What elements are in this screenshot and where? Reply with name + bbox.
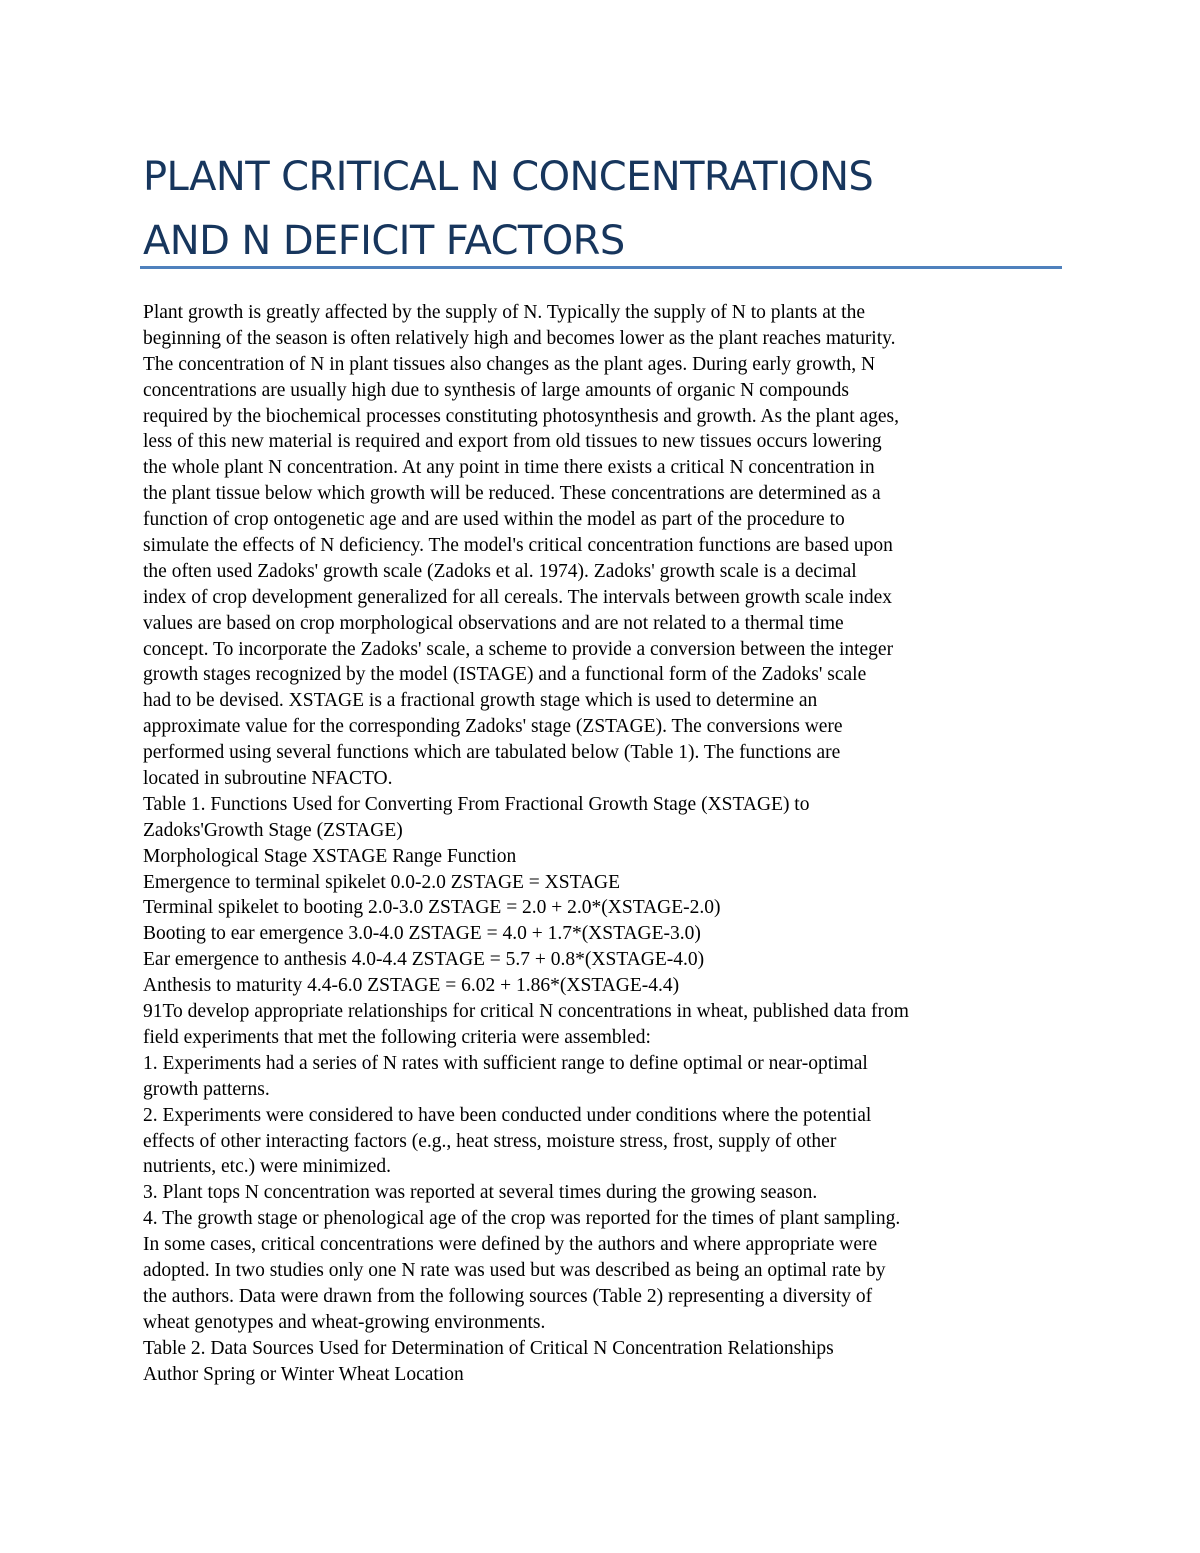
body-line: Table 2. Data Sources Used for Determination of Critical N Concentration Relationships	[143, 1337, 834, 1359]
body-line: Plant growth is greatly affected by the supply of N. Typically the supply of N to plants at the	[143, 302, 865, 323]
body-line: beginning of the season is often relatively high and becomes lower as the plant reaches maturity.	[143, 327, 896, 349]
body-line: the whole plant N concentration. At any point in time there exists a critical N concentration in	[143, 457, 875, 479]
body-line: field experiments that met the following criteria were assembled:	[143, 1026, 651, 1048]
body-line: function of crop ontogenetic age and are used within the model as part of the procedure to	[143, 509, 845, 531]
body-line: In some cases, critical concentrations were defined by the authors and where appropriate were	[143, 1234, 878, 1256]
body-line: Emergence to terminal spikelet 0.0-2.0 ZSTAGE = XSTAGE	[143, 871, 621, 893]
body-line: 3. Plant tops N concentration was reported at several times during the growing season.	[143, 1182, 818, 1204]
title-underline	[140, 266, 1062, 269]
body-line: growth patterns.	[143, 1078, 270, 1100]
body-line: adopted. In two studies only one N rate was used but was described as being an optimal rate by	[143, 1259, 886, 1281]
body-line: performed using several functions which are tabulated below (Table 1). The functions are	[143, 742, 841, 764]
body-line: 4. The growth stage or phenological age of the crop was reported for the times of plant sampling.	[143, 1208, 901, 1230]
page-title	[143, 145, 1063, 273]
body-line: 91To develop appropriate relationships for critical N concentrations in wheat, published data from	[143, 1001, 909, 1023]
body-line: required by the biochemical processes constituting photosynthesis and growth. As the plant ages,	[143, 405, 900, 427]
body-line: wheat genotypes and wheat-growing environments.	[143, 1311, 546, 1333]
title-line: PLANT CRITICAL N CONCENTRATIONS	[143, 154, 874, 200]
body-line: concept. To incorporate the Zadoks' scale, a scheme to provide a conversion between the integer	[143, 638, 894, 660]
body-line: Morphological Stage XSTAGE Range Function	[143, 845, 517, 867]
body-line: approximate value for the corresponding Zadoks' stage (ZSTAGE). The conversions were	[143, 716, 843, 738]
body-line: index of crop development generalized for all cereals. The intervals between growth scale index	[143, 586, 892, 608]
body-text	[143, 300, 1043, 1387]
body-line: Anthesis to maturity 4.4-6.0 ZSTAGE = 6.02 + 1.86*(XSTAGE-4.4)	[143, 975, 680, 997]
body-line: Author Spring or Winter Wheat Location	[143, 1363, 464, 1385]
body-line: Table 1. Functions Used for Converting From Fractional Growth Stage (XSTAGE) to	[143, 793, 810, 815]
body-line: less of this new material is required and export from old tissues to new tissues occurs lowering	[143, 431, 882, 453]
body-line: Terminal spikelet to booting 2.0-3.0 ZSTAGE = 2.0 + 2.0*(XSTAGE-2.0)	[143, 897, 721, 919]
body-line: Zadoks'Growth Stage (ZSTAGE)	[143, 819, 403, 841]
body-line: had to be devised. XSTAGE is a fractional growth stage which is used to determine an	[143, 690, 818, 712]
body-line: simulate the effects of N deficiency. The model's critical concentration functions are based upon	[143, 535, 893, 557]
body-line: located in subroutine NFACTO.	[143, 768, 393, 790]
body-line: concentrations are usually high due to synthesis of large amounts of organic N compounds	[143, 379, 850, 401]
body-line: the often used Zadoks' growth scale (Zadoks et al. 1974). Zadoks' growth scale is a decimal	[143, 560, 857, 582]
body-line: the authors. Data were drawn from the following sources (Table 2) representing a diversity of	[143, 1285, 873, 1307]
body-line: the plant tissue below which growth will be reduced. These concentrations are determined as a	[143, 483, 881, 505]
body-line: The concentration of N in plant tissues also changes as the plant ages. During early growth, N	[143, 353, 876, 375]
body-line: 2. Experiments were considered to have been conducted under conditions where the potential	[143, 1104, 872, 1126]
title-line: AND N DEFICIT FACTORS	[143, 218, 625, 264]
body-line: values are based on crop morphological observations and are not related to a thermal time	[143, 612, 844, 634]
body-line: Ear emergence to anthesis 4.0-4.4 ZSTAGE = 5.7 + 0.8*(XSTAGE-4.0)	[143, 949, 705, 971]
body-line: Booting to ear emergence 3.0-4.0 ZSTAGE = 4.0 + 1.7*(XSTAGE-3.0)	[143, 923, 701, 945]
body-line: nutrients, etc.) were minimized.	[143, 1156, 391, 1178]
body-line: 1. Experiments had a series of N rates with sufficient range to define optimal or near-optimal	[143, 1052, 868, 1074]
body-line: effects of other interacting factors (e.g., heat stress, moisture stress, frost, supply of other	[143, 1130, 837, 1152]
body-line: growth stages recognized by the model (ISTAGE) and a functional form of the Zadoks' scale	[143, 664, 867, 686]
